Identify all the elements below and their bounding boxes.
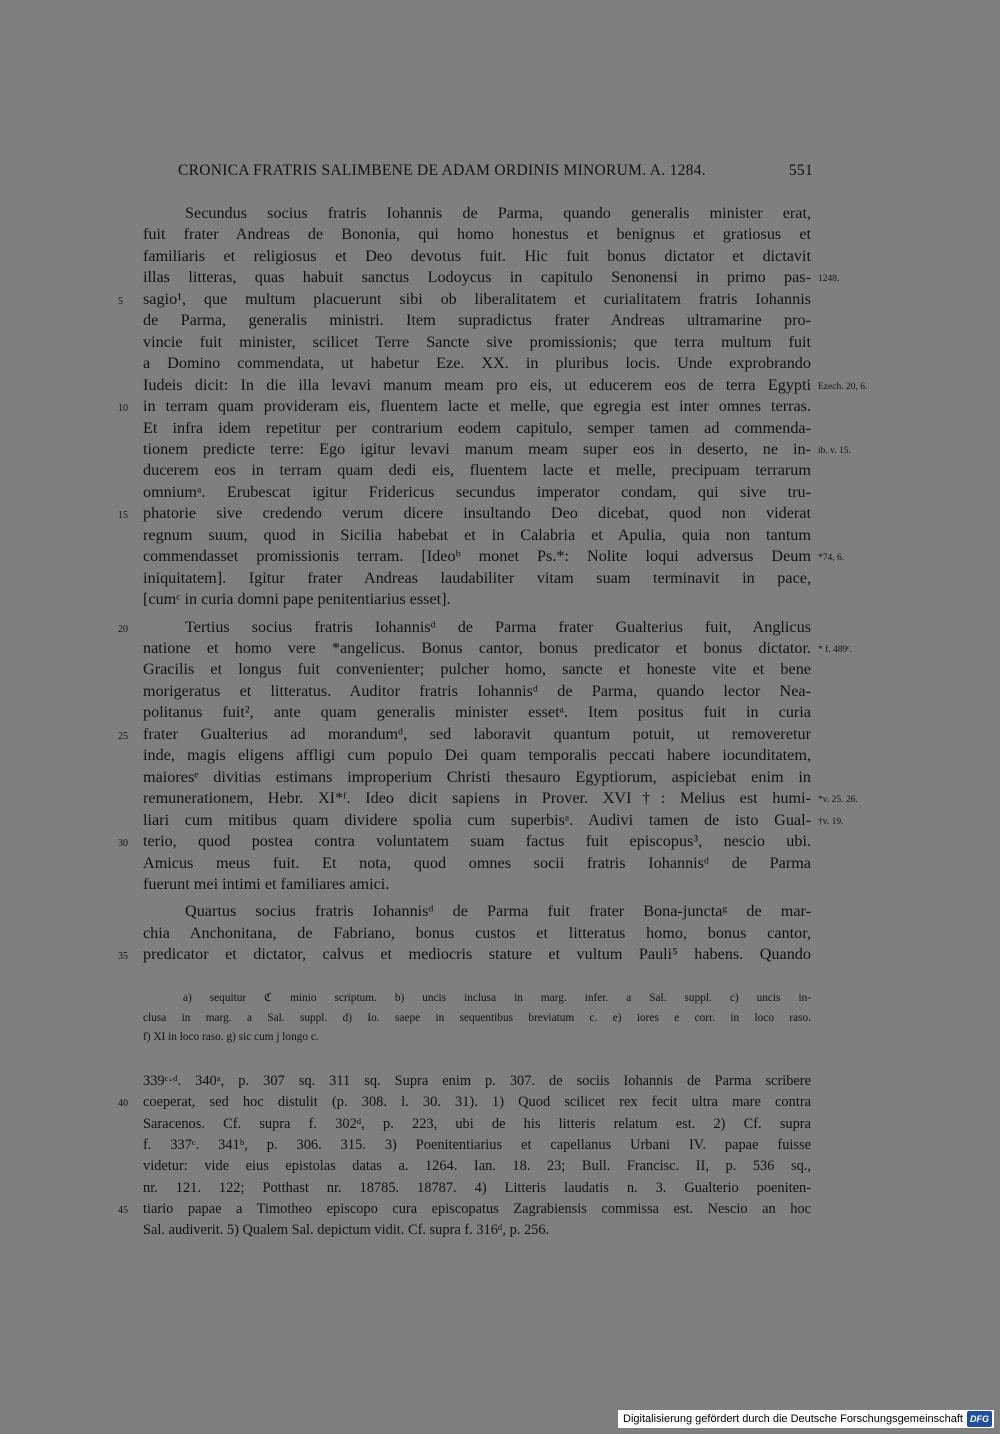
text-line: tionem predicte terre: Ego igitur levavi manum meam super eos in deserto, ne in-	[143, 439, 811, 458]
text-line: ducerem eos in terram quam dedi eis, fluentem lacte et melle, precipuam terrarum	[143, 461, 811, 480]
text-line: a Domino commendata, ut habetur Eze. XX. in pluribus locis. Unde exprobrando	[143, 354, 811, 373]
text-line: chia Anchonitana, de Fabriano, bonus custos et litteratus homo, bonus cantor,	[143, 923, 811, 942]
text-line: Iudeis dicit: In die illa levavi manum meam pro eis, ut educerem eos de terra Egypti	[143, 375, 811, 394]
line-number: 40	[118, 1098, 128, 1110]
text-line: Tertius socius fratris Iohannisᵈ de Parma frater Gualterius fuit, Anglicus	[185, 617, 811, 636]
text-line: predicator et dictator, calvus et mediocris stature et vultum Pauli⁵ habens. Quando	[143, 945, 811, 964]
line-number: 30	[118, 838, 128, 850]
margin-reference: ib. v. 15.	[818, 445, 851, 456]
text-line: vincie fuit minister, scilicet Terre Sancte sive promissionis; que terra multum fuit	[143, 332, 811, 351]
apparatus-line: clusa in marg. a Sal. suppl. d) Io. saepe in sequentibus breviatum c. e) iores e corr. in loco raso.	[143, 1011, 811, 1024]
running-title: CRONICA FRATRIS SALIMBENE DE ADAM ORDINIS MINORUM. A. 1284.	[178, 162, 706, 179]
line-number: 10	[118, 403, 128, 415]
text-line: politanus fuit², ante quam generalis minister essetᵃ. Item positus fuit in curia	[143, 703, 811, 722]
margin-reference: 1248.	[818, 274, 840, 285]
line-number: 15	[118, 510, 128, 522]
line-number: 5	[118, 295, 123, 307]
margin-reference: *74, 6.	[818, 553, 845, 564]
digitization-credit	[618, 1410, 994, 1428]
text-line: de Parma, generalis ministri. Item supradictus frater Andreas ultramarine pro-	[143, 311, 811, 330]
line-number: 20	[118, 623, 128, 635]
credit-text: Digitalisierung gefördert durch die Deutsche Forschungsgemeinschaft	[623, 1413, 963, 1425]
line-number: 45	[118, 1204, 128, 1216]
text-line: Amicus meus fuit. Et nota, quod omnes socii fratris Iohannisᵈ de Parma	[143, 853, 811, 872]
note-line: Sal. audiverit. 5) Qualem Sal. depictum vidit. Cf. supra f. 316ᵈ, p. 256.	[143, 1222, 550, 1239]
text-line: liari cum mitibus quam dividere spolia cum superbisᵃ. Audivi tamen de isto Gual-	[143, 810, 811, 829]
text-line: phatorie sive credendo verum dicere insultando Deo dicebat, quod non viderat	[143, 504, 811, 523]
text-line: illas litteras, quas habuit sanctus Lodoycus in capitulo Senonensi in primo pas-	[143, 268, 811, 287]
dfg-logo-icon: DFG	[967, 1411, 992, 1427]
line-number: 35	[118, 951, 128, 963]
apparatus-line: a) sequitur ℭ minio scriptum. b) uncis inclusa in marg. infer. a Sal. suppl. c) uncis in-	[183, 992, 811, 1004]
text-line: in terram quam provideram eis, fluentem lacte et melle, que egregia est inter omnes terras.	[143, 397, 811, 416]
margin-reference: †v. 19.	[818, 816, 844, 827]
note-line: videtur: vide eius epistolas datas a. 1264. Ian. 18. 23; Bull. Francisc. II, p. 536 sq.,	[143, 1158, 811, 1175]
text-line: morigeratus et litteratus. Auditor fratris Iohannisᵈ de Parma, quando lector Nea-	[143, 681, 811, 700]
note-line: f. 337ᶜ. 341ᵇ, p. 306. 315. 3) Poenitentiarius et capellanus Urbani IV. papae fuisse	[143, 1136, 811, 1153]
text-line: frater Gualterius ad morandumᵈ, sed laboravit quantum potuit, ut removeretur	[143, 724, 811, 743]
text-line: fuit frater Andreas de Bononia, qui homo honestus et benignus et gratiosus et	[143, 225, 811, 244]
text-line: commendasset promissionis terram. [Ideoᵇ monet Ps.*: Nolite loqui adversus Deum	[143, 547, 811, 566]
text-line: fuerunt mei intimi et familiares amici.	[143, 874, 390, 893]
line-number: 25	[118, 730, 128, 742]
page-number: 551	[788, 162, 813, 179]
text-line: Et infra idem repetitur per contrarium eodem capitulo, semper tamen ad commenda-	[143, 418, 811, 437]
text-line: inde, magis eligens affligi cum populo Dei quam temporalis peccati habere iocunditatem,	[143, 746, 811, 765]
text-line: Quartus socius fratris Iohannisᵈ de Parma fuit frater Bona-junctaᵍ de mar-	[185, 902, 811, 921]
margin-reference: * f. 489ᶜ.	[818, 645, 853, 655]
text-line: terio, quod postea contra voluntatem suam factus fuit episcopus³, nescio ubi.	[143, 832, 811, 851]
text-line: Secundus socius fratris Iohannis de Parma, quando generalis minister erat,	[185, 204, 811, 222]
text-line: omniumᵃ. Erubescat igitur Fridericus secundus imperator condam, qui sive tru-	[143, 482, 811, 501]
note-line: nr. 121. 122; Potthast nr. 18785. 18787. 4) Litteris laudatis n. 3. Gualterio poeniten-	[143, 1179, 811, 1196]
text-line: familiaris et religiosus et Deo devotus fuit. Hic fuit bonus dictator et dictavit	[143, 246, 811, 265]
note-line: Saracenos. Cf. supra f. 302ᵈ, p. 223, ubi de his litteris relatum est. 2) Cf. supra	[143, 1115, 811, 1132]
text-line: regnum suum, quod in Sicilia habebat et in Calabria et Apulia, quia non tantum	[143, 525, 811, 544]
margin-reference: Ezech. 20, 6.	[818, 381, 868, 392]
text-line: remunerationem, Hebr. XI*ᶠ. Ideo dicit sapiens in Prover. XVI†: Melius est humi-	[143, 789, 811, 808]
text-line: [cumᶜ in curia domni pape penitentiarius esset].	[143, 590, 451, 609]
text-line: natione et homo vere *angelicus. Bonus cantor, bonus predicator et bonus dictator.	[143, 639, 811, 657]
text-line: maioresᵉ divitias estimans improperium Christi thesauro Egyptiorum, aspiciebat enim in	[143, 767, 811, 786]
text-line: iniquitatem]. Igitur frater Andreas laudabiliter vitam suam terminavit in pace,	[143, 568, 811, 587]
text-line: Gracilis et longus fuit convenienter; pulcher homo, sancte et honeste vite et bene	[143, 660, 811, 679]
text-line: sagio¹, que multum placuerunt sibi ob liberalitatem et curialitatem fratris Iohannis	[143, 289, 811, 308]
margin-reference: *v. 25. 26.	[818, 795, 858, 806]
note-line: 339ᶜ·ᵈ. 340ᵃ, p. 307 sq. 311 sq. Supra enim p. 307. de sociis Iohannis de Parma scribere	[143, 1073, 811, 1089]
note-line: tiario papae a Timotheo episcopo cura episcopatus Zagrabiensis commissa est. Nescio an hoc	[143, 1200, 811, 1217]
note-line: coeperat, sed hoc distulit (p. 308. l. 30. 31). 1) Quod scilicet rex fecit ultra mare contra	[143, 1094, 811, 1111]
apparatus-line: f) XI in loco raso. g) sic cum j longo c.	[143, 1031, 319, 1043]
